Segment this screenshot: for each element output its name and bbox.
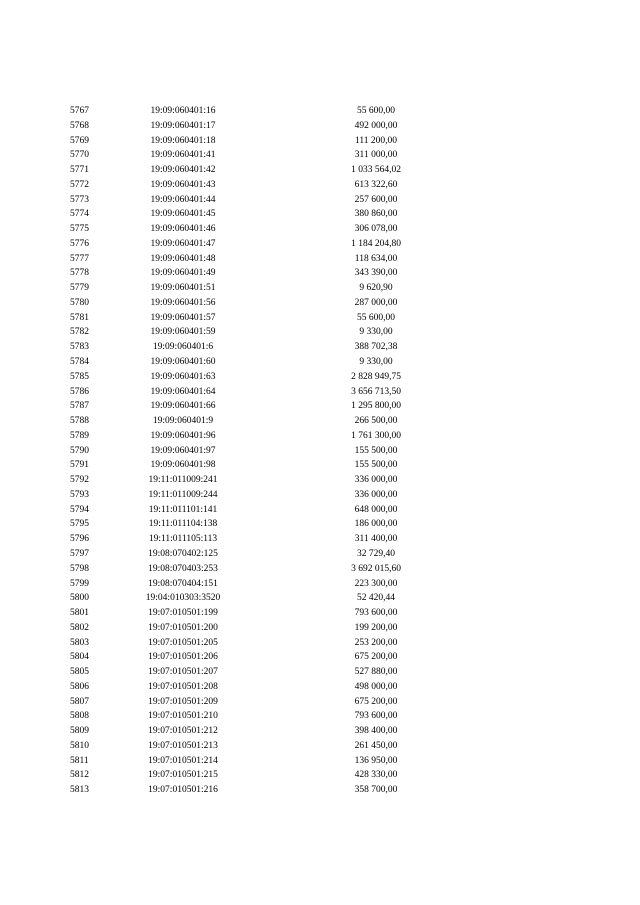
amount-value: 9 330,00: [359, 357, 393, 368]
table-row: [0, 680, 640, 695]
row-number: 5775: [70, 224, 89, 235]
row-number: 5801: [70, 608, 89, 619]
row-number: 5777: [70, 253, 89, 264]
amount-value: 118 634,00: [354, 253, 398, 264]
table-row: [0, 562, 640, 577]
table-row: [0, 266, 640, 281]
cadastral-number: 19:07:010501:207: [148, 667, 218, 678]
table-row: [0, 104, 640, 119]
cadastral-number: 19:09:060401:45: [150, 209, 216, 220]
row-number: 5773: [70, 194, 89, 205]
table-row: [0, 739, 640, 754]
cadastral-number: 19:09:060401:41: [150, 150, 216, 161]
row-number: 5795: [70, 519, 89, 530]
table-row: [0, 311, 640, 326]
table-row: [0, 695, 640, 710]
table-row: [0, 178, 640, 193]
cadastral-number: 19:09:060401:56: [150, 297, 216, 308]
cadastral-number: 19:07:010501:215: [148, 770, 218, 781]
table-row: [0, 193, 640, 208]
table-row: [0, 252, 640, 267]
table-row: [0, 503, 640, 518]
table-row: [0, 709, 640, 724]
amount-value: 1 761 300,00: [351, 430, 401, 441]
amount-value: 9 330,00: [359, 327, 393, 338]
amount-value: 343 390,00: [354, 268, 398, 279]
amount-value: 613 322,60: [354, 179, 398, 190]
cadastral-number: 19:09:060401:51: [150, 283, 216, 294]
cadastral-number: 19:09:060401:98: [150, 460, 216, 471]
ledger-table: [0, 104, 640, 798]
table-row: [0, 134, 640, 149]
table-row: [0, 296, 640, 311]
amount-value: 253 200,00: [354, 637, 398, 648]
cadastral-number: 19:11:011101:141: [148, 504, 218, 515]
row-number: 5808: [70, 711, 89, 722]
cadastral-number: 19:09:060401:6: [152, 342, 214, 353]
cadastral-number: 19:11:011105:113: [148, 534, 218, 545]
table-row: [0, 636, 640, 651]
amount-value: 648 000,00: [354, 504, 398, 515]
row-number: 5770: [70, 150, 89, 161]
row-number: 5786: [70, 386, 89, 397]
row-number: 5804: [70, 652, 89, 663]
row-number: 5793: [70, 489, 89, 500]
cadastral-number: 19:09:060401:48: [150, 253, 216, 264]
cadastral-number: 19:07:010501:210: [148, 711, 218, 722]
amount-value: 336 000,00: [354, 475, 398, 486]
cadastral-number: 19:09:060401:49: [150, 268, 216, 279]
table-row: [0, 621, 640, 636]
table-row: [0, 163, 640, 178]
table-row: [0, 237, 640, 252]
cadastral-number: 19:09:060401:18: [150, 135, 216, 146]
cadastral-number: 19:09:060401:17: [150, 120, 216, 131]
cadastral-number: 19:09:060401:47: [150, 238, 216, 249]
table-row: [0, 591, 640, 606]
amount-value: 675 200,00: [354, 652, 398, 663]
cadastral-number: 19:07:010501:205: [148, 637, 218, 648]
cadastral-number: 19:11:011009:244: [148, 489, 218, 500]
table-row: [0, 399, 640, 414]
amount-value: 3 656 713,50: [351, 386, 401, 397]
table-row: [0, 488, 640, 503]
row-number: 5789: [70, 430, 89, 441]
cadastral-number: 19:11:011009:241: [148, 475, 218, 486]
table-row: [0, 222, 640, 237]
row-number: 5781: [70, 312, 89, 323]
row-number: 5769: [70, 135, 89, 146]
cadastral-number: 19:09:060401:57: [150, 312, 216, 323]
cadastral-number: 19:09:060401:97: [150, 445, 216, 456]
cadastral-number: 19:09:060401:42: [150, 165, 216, 176]
amount-value: 55 600,00: [357, 312, 395, 323]
row-number: 5774: [70, 209, 89, 220]
cadastral-number: 19:07:010501:199: [148, 608, 218, 619]
row-number: 5813: [70, 785, 89, 796]
amount-value: 380 860,00: [354, 209, 398, 220]
table-row: [0, 517, 640, 532]
amount-value: 3 692 015,60: [351, 563, 401, 574]
table-row: [0, 148, 640, 163]
cadastral-number: 19:08:070403:253: [148, 563, 218, 574]
cadastral-number: 19:09:060401:59: [150, 327, 216, 338]
amount-value: 793 600,00: [354, 608, 398, 619]
table-row: [0, 532, 640, 547]
row-number: 5776: [70, 238, 89, 249]
row-number: 5768: [70, 120, 89, 131]
cadastral-number: 19:09:060401:60: [150, 357, 216, 368]
row-number: 5772: [70, 179, 89, 190]
amount-value: 492 000,00: [354, 120, 398, 131]
amount-value: 428 330,00: [354, 770, 398, 781]
amount-value: 287 000,00: [354, 297, 398, 308]
table-row: [0, 385, 640, 400]
row-number: 5790: [70, 445, 89, 456]
row-number: 5792: [70, 475, 89, 486]
table-row: [0, 724, 640, 739]
amount-value: 498 000,00: [354, 681, 398, 692]
table-row: [0, 207, 640, 222]
table-row: [0, 606, 640, 621]
table-row: [0, 444, 640, 459]
row-number: 5803: [70, 637, 89, 648]
row-number: 5782: [70, 327, 89, 338]
amount-value: 1 033 564,02: [351, 165, 401, 176]
cadastral-number: 19:08:070402:125: [148, 548, 218, 559]
cadastral-number: 19:07:010501:200: [148, 622, 218, 633]
row-number: 5811: [70, 755, 89, 766]
cadastral-number: 19:07:010501:214: [148, 755, 218, 766]
row-number: 5798: [70, 563, 89, 574]
amount-value: 1 184 204,80: [351, 238, 401, 249]
cadastral-number: 19:11:011104:138: [148, 519, 218, 530]
table-row: [0, 754, 640, 769]
cadastral-number: 19:07:010501:209: [148, 696, 218, 707]
row-number: 5787: [70, 401, 89, 412]
cadastral-number: 19:09:060401:66: [150, 401, 216, 412]
table-row: [0, 458, 640, 473]
table-row: [0, 325, 640, 340]
cadastral-number: 19:07:010501:208: [148, 681, 218, 692]
amount-value: 223 300,00: [354, 578, 398, 589]
table-row: [0, 414, 640, 429]
amount-value: 155 500,00: [354, 445, 398, 456]
table-row: [0, 281, 640, 296]
amount-value: 257 600,00: [354, 194, 398, 205]
amount-value: 186 000,00: [354, 519, 398, 530]
amount-value: 52 420,44: [357, 593, 395, 604]
cadastral-number: 19:09:060401:16: [150, 106, 216, 116]
table-row: [0, 370, 640, 385]
cadastral-number: 19:07:010501:216: [148, 785, 218, 796]
row-number: 5812: [70, 770, 89, 781]
amount-value: 9 620,90: [359, 283, 393, 294]
cadastral-number: 19:09:060401:44: [150, 194, 216, 205]
amount-value: 527 880,00: [354, 667, 398, 678]
cadastral-number: 19:09:060401:63: [150, 371, 216, 382]
row-number: 5796: [70, 534, 89, 545]
cadastral-number: 19:07:010501:206: [148, 652, 218, 663]
row-number: 5783: [70, 342, 89, 353]
amount-value: 1 295 800,00: [351, 401, 401, 412]
row-number: 5780: [70, 297, 89, 308]
amount-value: 398 400,00: [354, 726, 398, 737]
amount-value: 199 200,00: [354, 622, 398, 633]
table-row: [0, 119, 640, 134]
table-row: [0, 473, 640, 488]
table-row: [0, 665, 640, 680]
amount-value: 388 702,38: [354, 342, 398, 353]
row-number: 5771: [70, 165, 89, 176]
row-number: 5791: [70, 460, 89, 471]
amount-value: 266 500,00: [354, 416, 398, 427]
amount-value: 111 200,00: [354, 135, 398, 146]
row-number: 5778: [70, 268, 89, 279]
cadastral-number: 19:09:060401:46: [150, 224, 216, 235]
row-number: 5810: [70, 740, 89, 751]
table-row: [0, 340, 640, 355]
row-number: 5785: [70, 371, 89, 382]
amount-value: 358 700,00: [354, 785, 398, 796]
amount-value: 55 600,00: [357, 106, 395, 116]
amount-value: 155 500,00: [354, 460, 398, 471]
cadastral-number: 19:04:010303:3520: [145, 593, 221, 604]
cadastral-number: 19:09:060401:9: [152, 416, 214, 427]
cadastral-number: 19:07:010501:213: [148, 740, 218, 751]
row-number: 5805: [70, 667, 89, 678]
table-row: [0, 768, 640, 783]
amount-value: 2 828 949,75: [351, 371, 401, 382]
row-number: 5788: [70, 416, 89, 427]
table-row: [0, 783, 640, 798]
table-row: [0, 547, 640, 562]
row-number: 5806: [70, 681, 89, 692]
cadastral-number: 19:09:060401:64: [150, 386, 216, 397]
row-number: 5802: [70, 622, 89, 633]
amount-value: 793 600,00: [354, 711, 398, 722]
row-number: 5800: [70, 593, 89, 604]
row-number: 5799: [70, 578, 89, 589]
amount-value: 311 400,00: [354, 534, 398, 545]
row-number: 5794: [70, 504, 89, 515]
cadastral-number: 19:07:010501:212: [148, 726, 218, 737]
amount-value: 675 200,00: [354, 696, 398, 707]
cadastral-number: 19:08:070404:151: [148, 578, 218, 589]
table-row: [0, 429, 640, 444]
row-number: 5809: [70, 726, 89, 737]
row-number: 5797: [70, 548, 89, 559]
amount-value: 336 000,00: [354, 489, 398, 500]
row-number: 5779: [70, 283, 89, 294]
amount-value: 136 950,00: [354, 755, 398, 766]
amount-value: 32 729,40: [357, 548, 395, 559]
table-row: [0, 650, 640, 665]
amount-value: 306 078,00: [354, 224, 398, 235]
row-number: 5767: [70, 106, 89, 116]
amount-value: 311 000,00: [354, 150, 398, 161]
table-row: [0, 355, 640, 370]
amount-value: 261 450,00: [354, 740, 398, 751]
table-row: [0, 577, 640, 592]
cadastral-number: 19:09:060401:96: [150, 430, 216, 441]
row-number: 5784: [70, 357, 89, 368]
row-number: 5807: [70, 696, 89, 707]
cadastral-number: 19:09:060401:43: [150, 179, 216, 190]
